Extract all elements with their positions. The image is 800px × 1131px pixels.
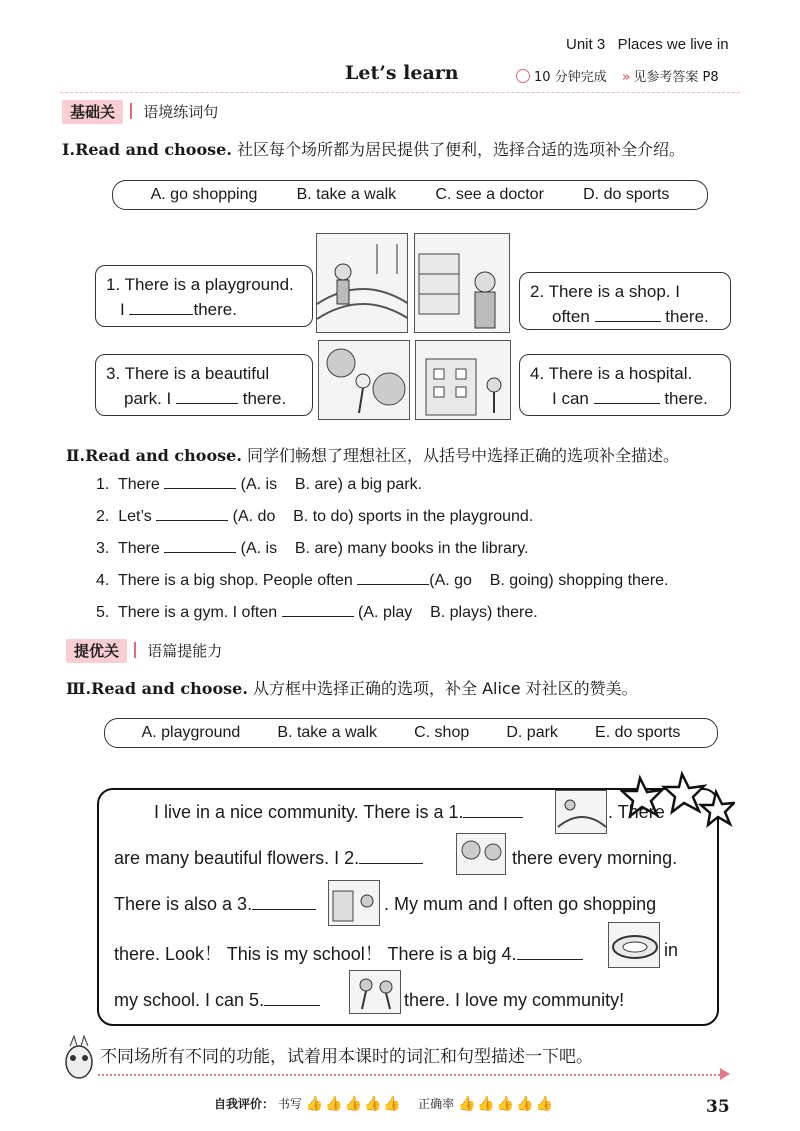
option-a: A. playground: [141, 724, 241, 741]
playground-illustration: [317, 234, 408, 333]
section3-tag-row: [66, 640, 222, 661]
section2-item-3: [96, 540, 528, 558]
footer-divider: [98, 1074, 724, 1076]
shop-illustration: [415, 234, 510, 333]
answer-blank[interactable]: [252, 908, 316, 910]
story-text: There is also a 3.: [114, 894, 253, 914]
bubble-1-pre: I: [120, 300, 125, 319]
section3-options-box: [104, 718, 718, 748]
page-number: 35: [706, 1097, 730, 1117]
bubble-1: [95, 265, 313, 327]
answer-ref: [622, 66, 719, 85]
bubble-2-pre: often: [552, 307, 590, 326]
item-choice: (A. is B. are) many books in the library.: [240, 540, 529, 557]
item-choice: (A. do B. to do) sports in the playground.: [232, 508, 534, 525]
walk-thumbnail: [456, 833, 506, 875]
answer-blank[interactable]: [129, 313, 193, 315]
option-d: D. do sports: [583, 186, 670, 203]
item-num: 3.: [96, 540, 110, 557]
unit-title: Unit 3 Places we live in: [566, 36, 729, 53]
section2-heading: [66, 443, 679, 466]
bubble-4-pre: I can: [552, 389, 589, 408]
answer-blank[interactable]: [176, 402, 238, 404]
section2-item-2: [96, 508, 533, 526]
bubble-4-line1: 4. There is a hospital.: [530, 364, 693, 383]
shop-thumb-illustration: [329, 881, 380, 926]
item-num: 1.: [96, 476, 110, 493]
item-text: There: [117, 476, 160, 493]
option-a: A. go shopping: [150, 186, 258, 203]
bubble-1-post: there.: [193, 300, 237, 319]
time-text: 10 分钟完成: [534, 70, 607, 85]
story-line-2: [114, 848, 423, 869]
self-eval: [214, 1095, 555, 1112]
item-text: There: [117, 540, 160, 557]
bubble-2-line1: 2. There is a shop. I: [530, 282, 680, 301]
story-text: my school. I can 5.: [114, 990, 265, 1010]
story-line-1-end: . There: [608, 802, 665, 822]
sports-thumb-illustration: [350, 971, 401, 1014]
answer-blank[interactable]: [595, 320, 661, 322]
item-choice: (A. go B. going) shopping there.: [429, 572, 669, 589]
option-d: D. park: [506, 724, 558, 741]
park-picture: [318, 340, 410, 420]
time-label: [516, 66, 607, 85]
section2-item-5: [96, 604, 538, 622]
section3-subtitle: 语篇提能力: [147, 642, 223, 660]
writing-thumbs-icon[interactable]: 👍👍👍👍👍: [305, 1096, 403, 1112]
section2-heading-cn: 同学们畅想了理想社区，从括号中选择正确的选项补全描述。: [247, 446, 680, 465]
option-e: E. do sports: [595, 724, 681, 741]
story-line-3-end: . My mum and I often go shopping: [384, 894, 657, 914]
section1-options-box: [112, 180, 708, 210]
shop-picture: [414, 233, 510, 333]
option-c: C. see a doctor: [435, 186, 544, 203]
story-text: there. Look！ This is my school！ There is a big 4.: [114, 944, 517, 964]
walk-thumb-illustration: [457, 834, 506, 875]
playground-thumbnail: [555, 790, 607, 834]
section1-heading: [62, 137, 685, 160]
tag-divider: [134, 642, 136, 658]
section2-item-1: [96, 476, 422, 494]
mascot-icon: [62, 1034, 96, 1080]
answer-blank[interactable]: [282, 615, 354, 617]
item-num: 2.: [96, 508, 110, 525]
answer-blank[interactable]: [463, 816, 523, 818]
bubble-2-post: there.: [665, 307, 709, 326]
story-line-3: [114, 894, 316, 915]
section1-tag: 基础关: [62, 100, 123, 124]
section1-heading-cn: 社区每个场所都为居民提供了便利，选择合适的选项补全介绍。: [237, 140, 686, 159]
shop-thumbnail: [328, 880, 380, 926]
answer-blank[interactable]: [594, 402, 660, 404]
bubble-2: [519, 272, 731, 330]
answer-blank[interactable]: [517, 958, 583, 960]
arrow-icon: [720, 1068, 730, 1080]
playground-picture: [316, 233, 408, 333]
bubble-1-line1: 1. There is a playground.: [106, 275, 294, 294]
section3-heading-en: Read and choose.: [91, 679, 248, 698]
section3-num: Ⅲ.: [66, 679, 92, 698]
section1-tag-row: [62, 101, 218, 122]
answer-blank[interactable]: [164, 487, 236, 489]
self-eval-label: 自我评价：: [214, 1097, 275, 1111]
header-divider: [60, 92, 740, 93]
answer-blank[interactable]: [264, 1004, 320, 1006]
item-text: Let’s: [118, 508, 152, 525]
item-text: There is a big shop. People often: [117, 572, 353, 589]
playground-thumb-illustration: [556, 791, 607, 834]
story-text: I live in a nice community. There is a 1.: [154, 802, 464, 822]
page-title: Let’s learn: [345, 62, 459, 84]
answer-blank[interactable]: [164, 551, 236, 553]
answer-blank[interactable]: [357, 583, 429, 585]
story-line-2-end: there every morning.: [512, 848, 678, 868]
bubble-3-line1: 3. There is a beautiful: [106, 364, 270, 383]
hospital-illustration: [416, 341, 511, 420]
item-choice: (A. is B. are) a big park.: [240, 476, 423, 493]
bubble-4-post: there.: [664, 389, 708, 408]
bubble-3: [95, 354, 313, 416]
answer-blank[interactable]: [156, 519, 228, 521]
section1-num: Ⅰ.: [62, 140, 76, 159]
item-num: 4.: [96, 572, 110, 589]
track-thumb-illustration: [609, 923, 660, 968]
accuracy-thumbs-icon[interactable]: 👍👍👍👍👍: [457, 1096, 556, 1112]
park-thumbnail: [608, 922, 660, 968]
sports-thumbnail: [349, 970, 401, 1014]
option-b: B. take a walk: [296, 186, 397, 203]
bubble-3-post: there.: [242, 389, 287, 408]
bubble-3-pre: park. I: [124, 389, 172, 408]
section2-num: Ⅱ.: [66, 446, 86, 465]
section2-item-4: [96, 572, 669, 590]
story-line-1: [154, 802, 523, 823]
item-text: There is a gym. I often: [117, 604, 278, 621]
hospital-picture: [415, 340, 511, 420]
section3-heading-cn: 从方框中选择正确的选项，补全 Alice 对社区的赞美。: [253, 679, 638, 698]
answer-ref-text: 见参考答案 P8: [633, 70, 719, 85]
option-c: C. shop: [414, 724, 470, 741]
footer-note: 不同场所有不同的功能，试着用本课时的词汇和句型描述一下吧。: [100, 1047, 593, 1067]
option-b: B. take a walk: [277, 724, 377, 741]
tag-divider: [130, 103, 132, 119]
item-choice: (A. play B. plays) there.: [358, 604, 538, 621]
story-line-4: [114, 940, 583, 966]
accuracy-label: 正确率: [418, 1097, 455, 1111]
section1-subtitle: 语境练词句: [143, 103, 219, 121]
story-text: are many beautiful flowers. I 2.: [114, 848, 360, 868]
chevron-icon: »: [622, 70, 631, 85]
story-line-5-end: there. I love my community!: [404, 990, 625, 1010]
item-num: 5.: [96, 604, 110, 621]
section3-heading: [66, 676, 638, 699]
writing-label: 书写: [277, 1097, 302, 1111]
clock-icon: [516, 69, 530, 83]
section2-heading-en: Read and choose.: [85, 446, 242, 465]
section1-heading-en: Read and choose.: [75, 140, 232, 159]
story-line-5: [114, 990, 320, 1011]
answer-blank[interactable]: [359, 862, 423, 864]
story-line-4-end: in: [664, 940, 679, 960]
bubble-4: [519, 354, 731, 416]
section3-tag: 提优关: [66, 639, 127, 663]
park-illustration: [319, 341, 410, 420]
